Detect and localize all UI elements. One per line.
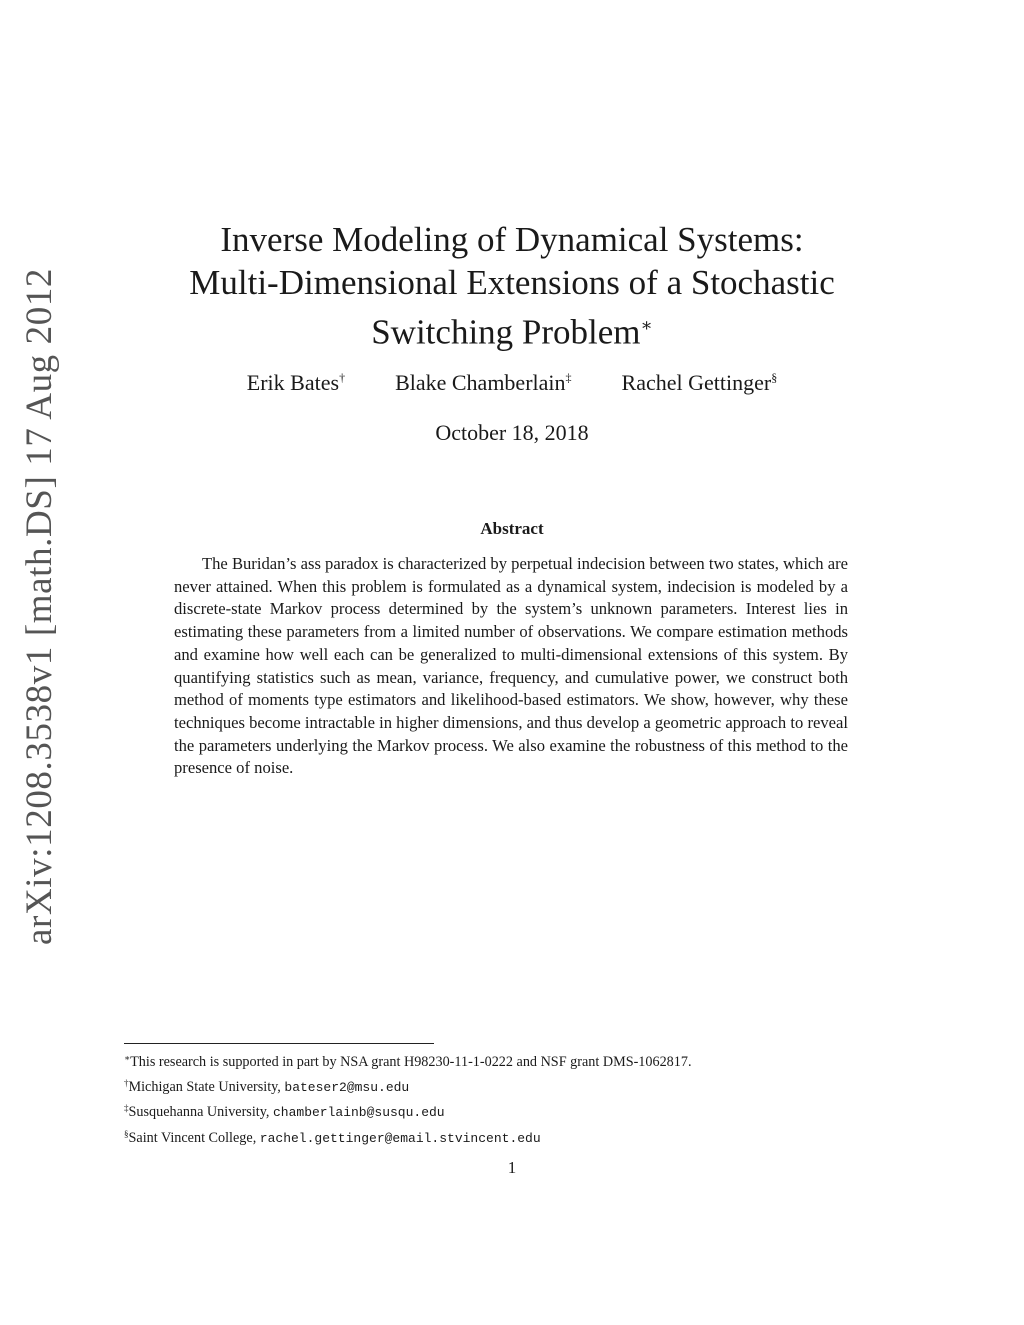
email-link[interactable]: chamberlainb@susqu.edu bbox=[272, 1105, 445, 1120]
author-name: Blake Chamberlain bbox=[395, 370, 566, 395]
abstract-body: The Buridan’s ass paradox is characterized by perpetual indecision between two states, which are never attained. When this problem is formulated as a dynamical system, indecision is modeled by a discrete-state Markov process determined by the system’s unknown parameters. Interest lies in estimating these parameters from a limited number of observations. We compare estimation methods and examine how well each can be generalized to multi-dimensional extensions of this system. By quantifying statistics such as mean, variance, frequency, and cumulative power, we construct both method of moments type estimators and likelihood-based estimators. We show, however, why these techniques become intractable in higher dimensions, and thus develop a geometric approach to reveal the parameters underlying the Markov process. We also examine the robustness of this method to the presence of noise. bbox=[174, 554, 848, 778]
footnote-affiliation-3 bbox=[124, 1124, 904, 1150]
footnote-mark: ‡ bbox=[124, 1103, 129, 1113]
footnote-text: Saint Vincent College, bbox=[128, 1129, 260, 1146]
footnote-mark: ∗ bbox=[124, 1053, 131, 1063]
email-link[interactable]: rachel.gettinger@email.stvincent.edu bbox=[259, 1130, 541, 1146]
footnote-mark: † bbox=[124, 1077, 129, 1088]
footnote-affiliation-2 bbox=[124, 1098, 904, 1124]
footnote-text: This research is supported in part by NSA grant H98230-11-1-0222 and NSF grant DMS-1062817. bbox=[130, 1054, 692, 1070]
author-name: Rachel Gettinger bbox=[621, 370, 772, 395]
author-footnote-mark: § bbox=[771, 370, 778, 385]
footnote-divider bbox=[124, 1043, 434, 1044]
author-1 bbox=[247, 370, 345, 396]
title-line-3-text: Switching Problem bbox=[371, 312, 641, 352]
author-footnote-mark: ‡ bbox=[565, 370, 572, 385]
author-name: Erik Bates bbox=[246, 370, 340, 395]
title-line-1: Inverse Modeling of Dynamical Systems: bbox=[220, 220, 804, 259]
page-number: 1 bbox=[507, 1158, 517, 1177]
abstract-heading: Abstract bbox=[480, 519, 544, 538]
title-footnote-mark: ∗ bbox=[640, 315, 653, 335]
title-line-2: Multi-Dimensional Extensions of a Stochastic bbox=[189, 263, 835, 302]
footnote-mark: § bbox=[124, 1128, 129, 1139]
arxiv-identifier: arXiv:1208.3538v1 [math.DS] 17 Aug 2012 bbox=[19, 267, 60, 945]
paper-date: October 18, 2018 bbox=[435, 420, 589, 445]
footnotes bbox=[124, 1048, 904, 1149]
footnote-text: Susquehanna University, bbox=[128, 1104, 273, 1120]
title-line-3 bbox=[130, 304, 894, 354]
footnote-affiliation-1 bbox=[124, 1073, 904, 1099]
author-2 bbox=[395, 370, 571, 396]
footnote-text: Michigan State University, bbox=[128, 1078, 285, 1095]
author-footnote-mark: † bbox=[339, 370, 346, 385]
author-list bbox=[130, 370, 894, 396]
author-3 bbox=[622, 370, 778, 396]
email-link[interactable]: bateser2@msu.edu bbox=[284, 1079, 410, 1095]
footnote-funding bbox=[124, 1048, 904, 1073]
paper-title bbox=[130, 218, 894, 354]
